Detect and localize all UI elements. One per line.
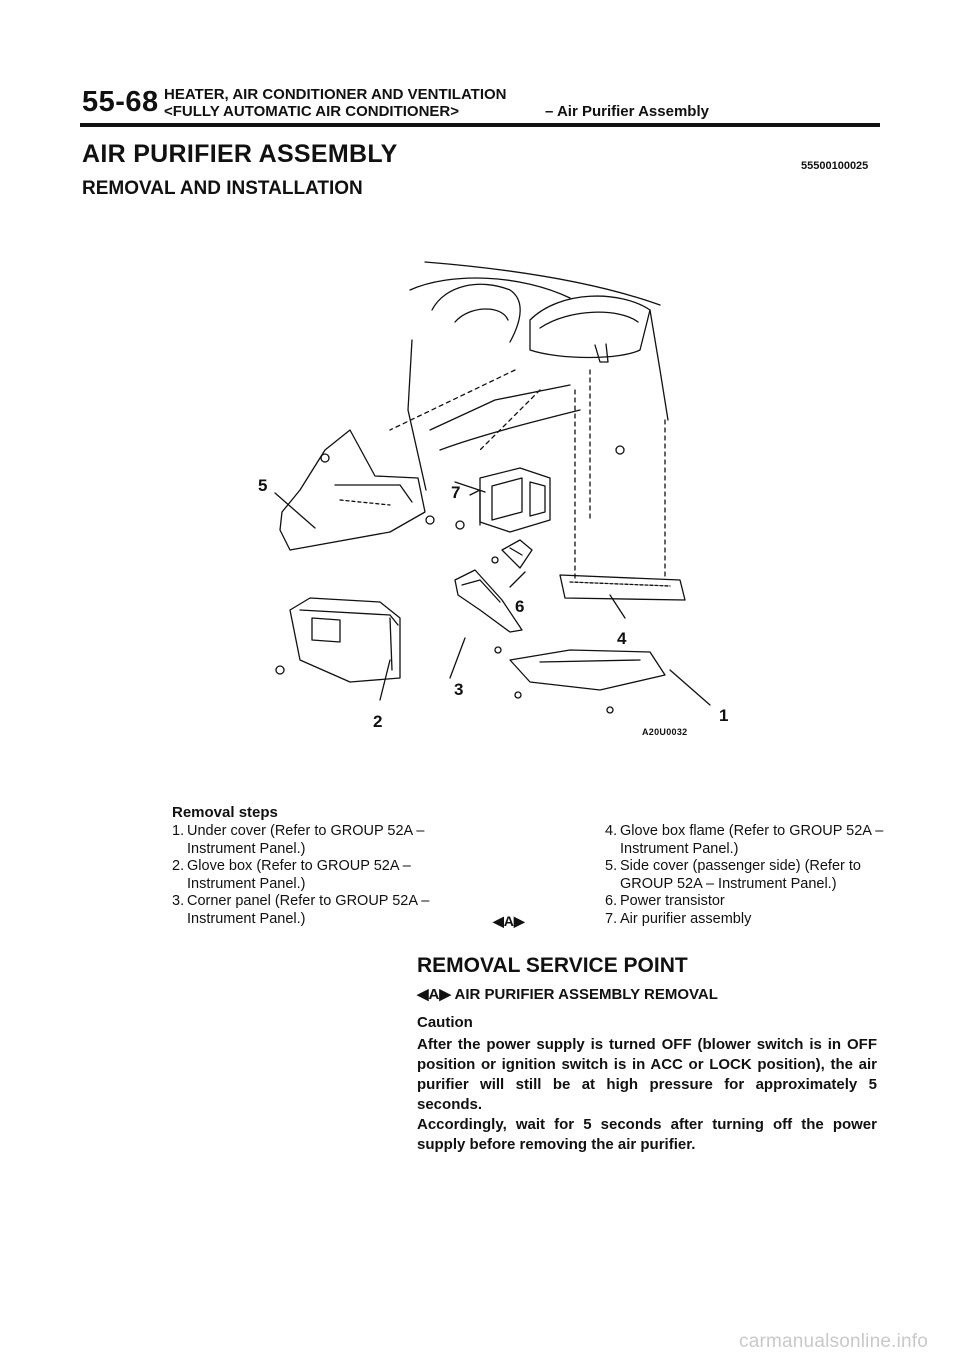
caution-text bbox=[417, 1035, 877, 1155]
service-point-heading: REMOVAL SERVICE POINT bbox=[417, 954, 688, 977]
callout-3: 3 bbox=[454, 680, 464, 699]
caution-label: Caution bbox=[417, 1014, 473, 1031]
removal-steps-left bbox=[172, 823, 462, 928]
callout-1: 1 bbox=[719, 706, 729, 725]
page-subtitle: REMOVAL AND INSTALLATION bbox=[82, 178, 363, 199]
callout-6: 6 bbox=[515, 597, 525, 616]
removal-step: 1. Under cover (Refer to GROUP 52A – Instrument Panel.) bbox=[172, 823, 425, 857]
removal-step: 7. Air purifier assembly bbox=[605, 910, 752, 927]
exploded-diagram bbox=[240, 250, 720, 750]
callout-2: 2 bbox=[373, 712, 383, 731]
header-rule bbox=[80, 123, 880, 127]
diagram-code: A20U0032 bbox=[642, 727, 688, 737]
header-topic: – Air Purifier Assembly bbox=[545, 103, 709, 120]
page-title: AIR PURIFIER ASSEMBLY bbox=[82, 140, 398, 168]
callout-4: 4 bbox=[617, 629, 627, 648]
header-section-title: HEATER, AIR CONDITIONER AND VENTILATION bbox=[164, 86, 507, 103]
callout-5: 5 bbox=[258, 476, 268, 495]
removal-steps-right bbox=[605, 823, 895, 928]
removal-step: 4. Glove box flame (Refer to GROUP 52A – Instrument Panel.) bbox=[605, 823, 884, 857]
caution-paragraph-2: Accordingly, wait for 5 seconds after turning off the power supply before removing the air purifier. bbox=[417, 1116, 877, 1153]
removal-steps-heading: Removal steps bbox=[172, 804, 278, 821]
document-code: 55500100025 bbox=[801, 160, 869, 172]
service-point-marker: ◀A▶ bbox=[493, 913, 525, 929]
page-number: 55-68 bbox=[82, 86, 159, 118]
removal-step: 2. Glove box (Refer to GROUP 52A – Instrument Panel.) bbox=[172, 858, 411, 892]
header-subsystem: <FULLY AUTOMATIC AIR CONDITIONER> bbox=[164, 103, 460, 120]
removal-step: 6. Power transistor bbox=[605, 893, 725, 909]
callout-7: 7 bbox=[451, 483, 461, 502]
watermark: carmanualsonline.info bbox=[739, 1331, 929, 1352]
service-point-subheading: ◀A▶ AIR PURIFIER ASSEMBLY REMOVAL bbox=[417, 986, 718, 1003]
removal-step: 5. Side cover (passenger side) (Refer to GROUP 52A – Instrument Panel.) bbox=[605, 858, 861, 892]
removal-step: 3. Corner panel (Refer to GROUP 52A – Instrument Panel.) bbox=[172, 893, 430, 927]
caution-paragraph-1: After the power supply is turned OFF (blower switch is in OFF position or ignition switch is in ACC or LOCK position), the air purifier will still be at high pressure for approximately 5 seconds. bbox=[417, 1036, 877, 1113]
